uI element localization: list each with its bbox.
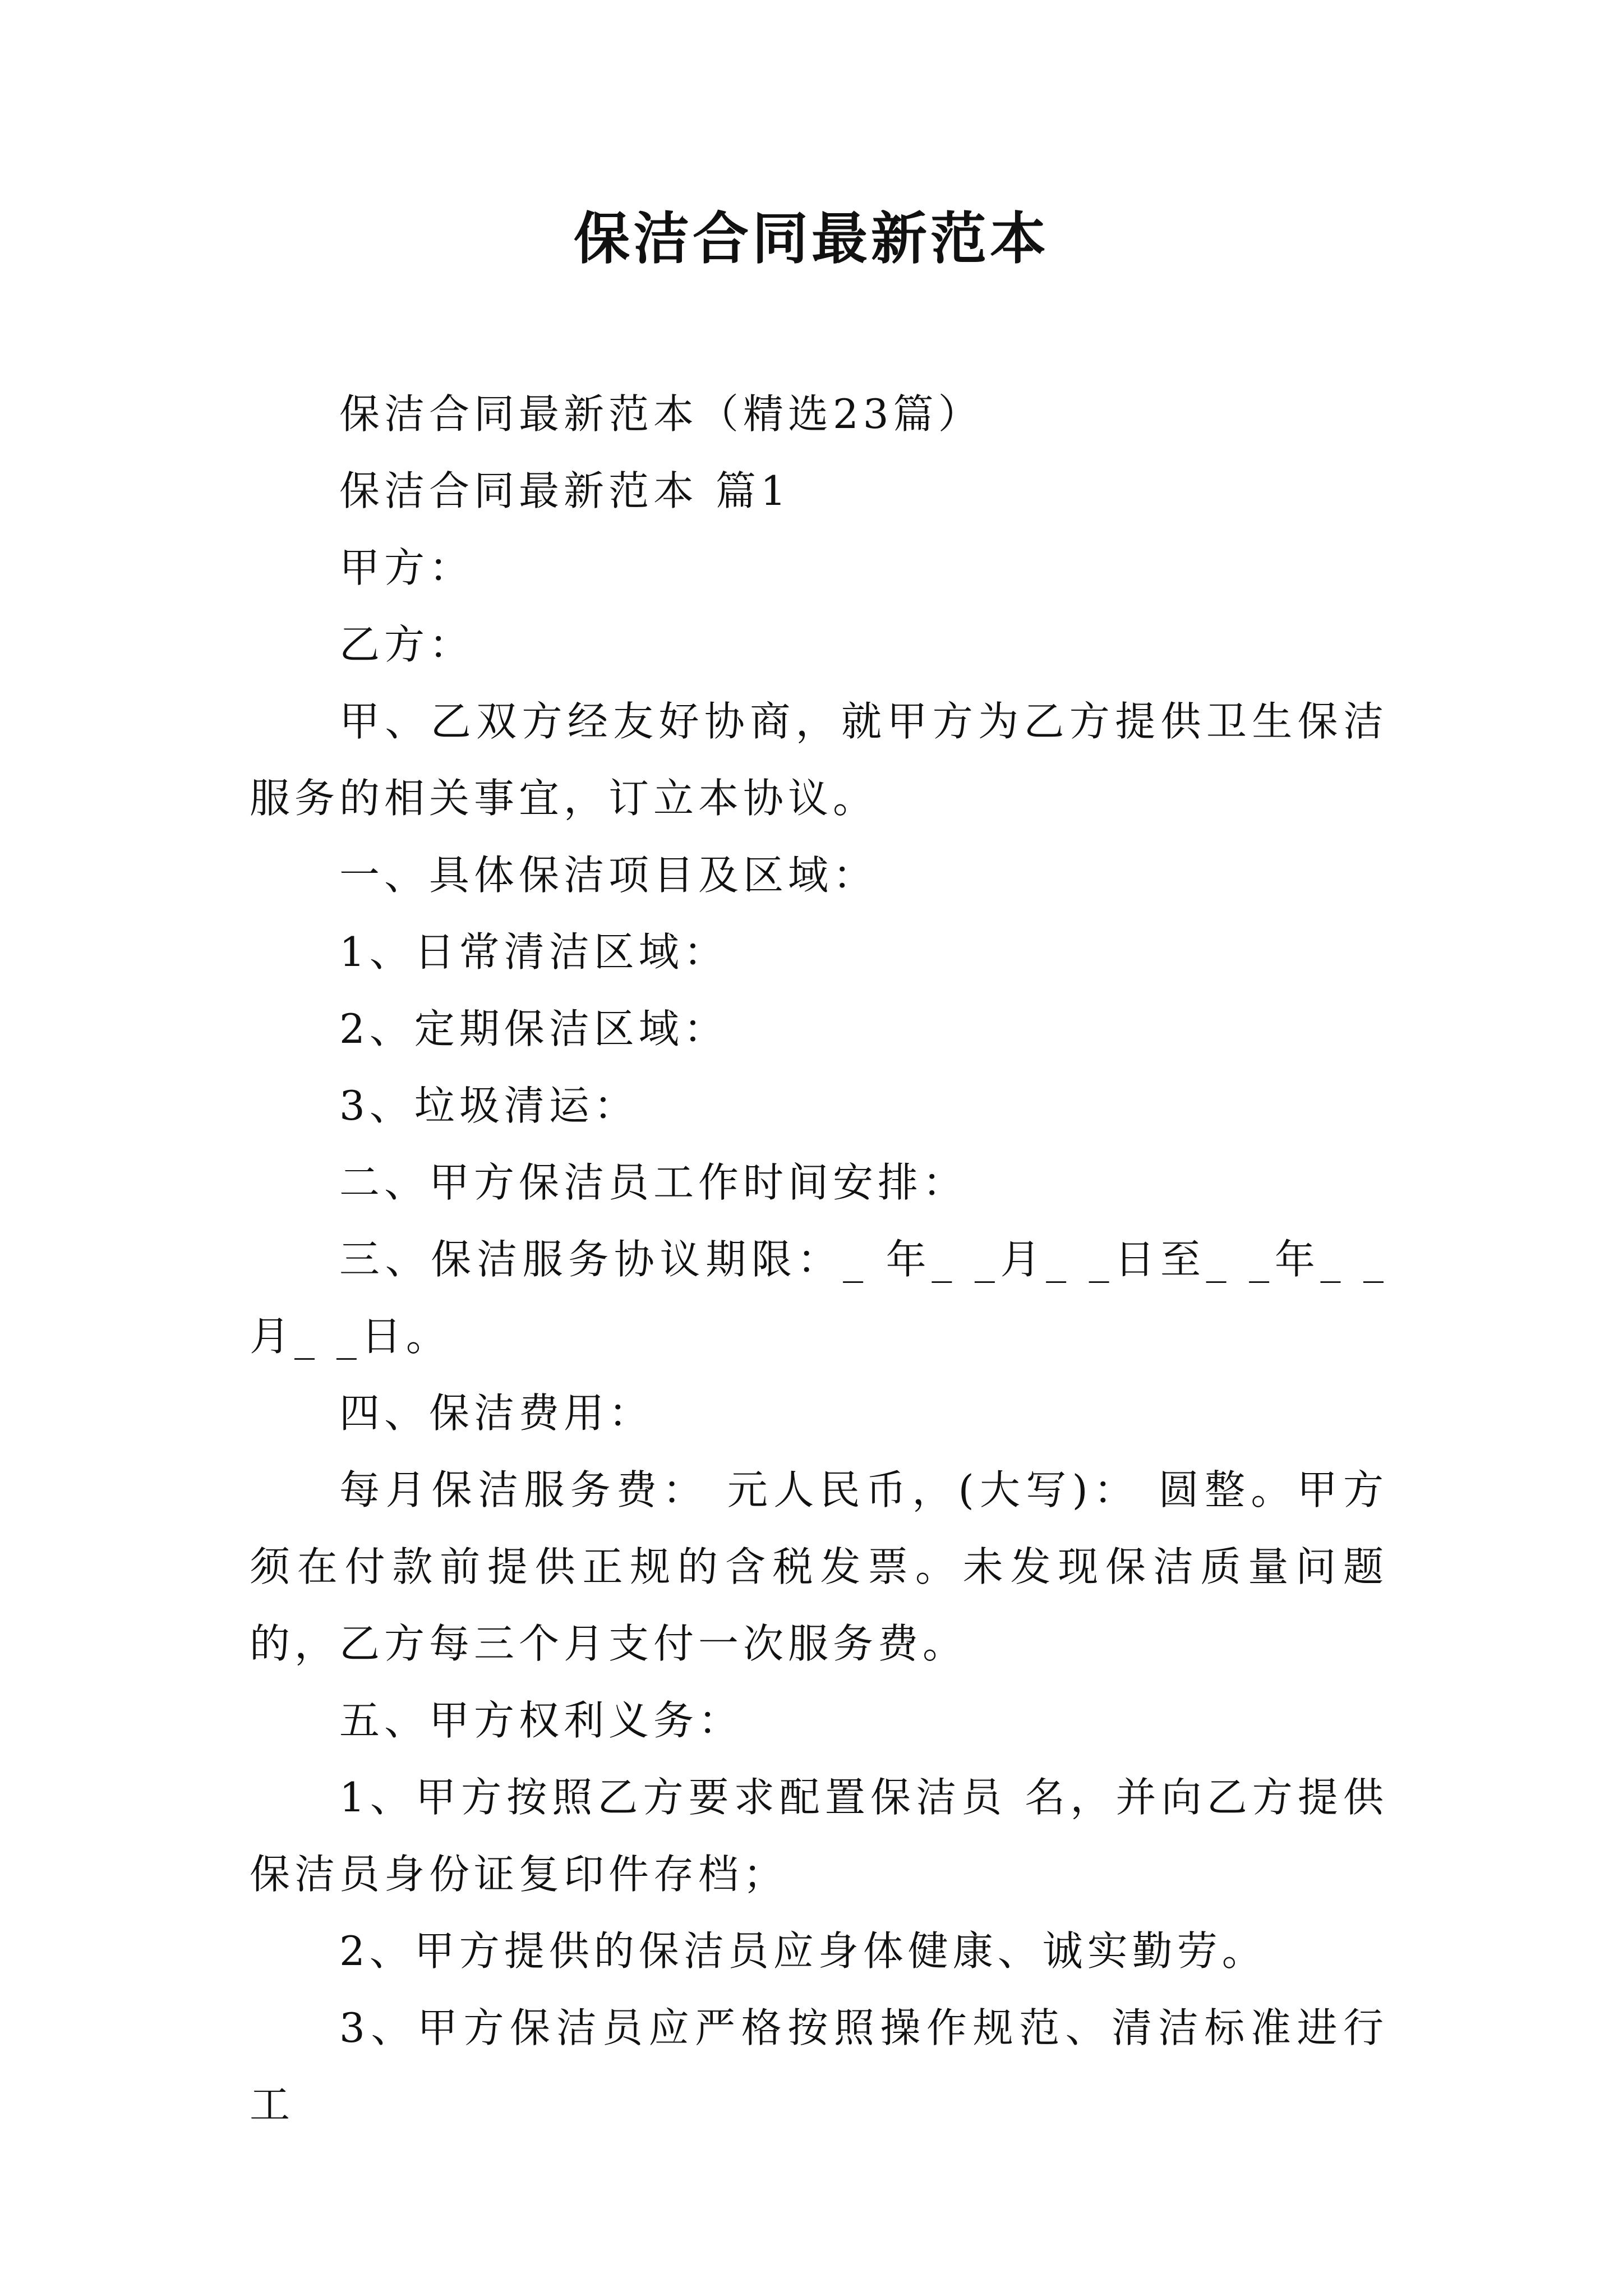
section-heading: 保洁合同最新范本 篇1 (339, 467, 791, 514)
party-a-line: 甲方： (339, 544, 474, 591)
clause-item: 2、甲方提供的保洁员应身体健康、诚实勤劳。 (339, 1927, 1267, 1975)
intro-paragraph: 甲、乙双方经友好协商，就甲方为乙方提供卫生保洁服务的相关事宜，订立本协议。 (250, 698, 1388, 822)
document-body (250, 376, 1388, 2143)
subtitle-paragraph: 保洁合同最新范本（精选23篇） (339, 390, 983, 438)
clause-item: 2、定期保洁区域： (339, 1005, 728, 1052)
clause-heading-2: 二、甲方保洁员工作时间安排： (339, 1159, 968, 1206)
clause-heading-4: 四、保洁费用： (339, 1389, 654, 1437)
clause-heading-3: 三、保洁服务协议期限：_ 年_ _月_ _日至_ _年_ _月_ _日。 (250, 1236, 1388, 1360)
clause-item: 1、日常清洁区域： (339, 928, 728, 976)
fee-paragraph: 每月保洁服务费： 元人民币，(大写)： 圆整。甲方须在付款前提供正规的含税发票。未发现保洁质量问题的，乙方每三个月支付一次服务费。 (250, 1466, 1388, 1667)
clause-heading-1: 一、具体保洁项目及区域： (339, 852, 878, 899)
clause-heading-5: 五、甲方权利义务： (339, 1697, 744, 1744)
clause-item: 3、垃圾清运： (339, 1082, 639, 1129)
party-b-line: 乙方： (339, 621, 474, 668)
document-title: 保洁合同最新范本 (574, 205, 1049, 272)
clause-item: 3、甲方保洁员应严格按照操作规范、清洁标准进行工 (250, 2004, 1388, 2128)
clause-item: 1、甲方按照乙方要求配置保洁员 名，并向乙方提供保洁员身份证复印件存档； (250, 1774, 1388, 1898)
